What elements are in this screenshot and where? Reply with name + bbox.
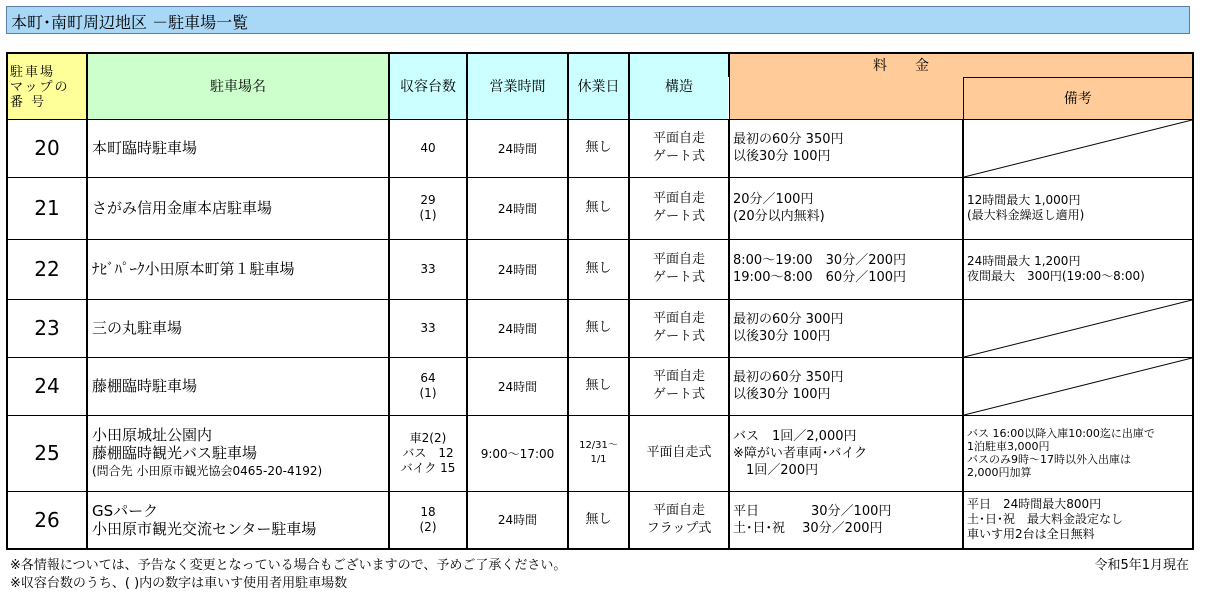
fee-line: 1回／200円 <box>733 462 819 478</box>
structure <box>629 491 729 549</box>
fee-line: 最初の60分 300円 <box>733 312 844 327</box>
parking-name-line: 小田原城址公園内 <box>92 426 213 444</box>
capacity <box>389 239 467 299</box>
remarks-empty <box>963 119 1193 177</box>
closed-days <box>568 177 629 239</box>
structure-line: 平面自走 <box>652 191 705 206</box>
diagonal-line <box>964 300 1192 357</box>
remarks-line: 12時間最大 1,000円 <box>967 193 1081 207</box>
closed-days <box>568 491 629 549</box>
closed-line: 無し <box>585 140 612 155</box>
closed-line: 無し <box>585 261 612 276</box>
map-number: 20 <box>7 119 87 177</box>
capacity <box>389 415 467 491</box>
contact-info: (問合先 小田原市観光協会0465-20-4192) <box>92 464 323 478</box>
closed-days <box>568 357 629 415</box>
fee-line: バス 1回／2,000円 <box>733 428 857 444</box>
closed-line: 無し <box>585 378 612 393</box>
fee-line: 最初の60分 350円 <box>733 370 844 385</box>
parking-name <box>87 119 389 177</box>
capacity-line: (2) <box>419 519 437 534</box>
capacity-line: 車2(2) <box>409 430 447 445</box>
hours: 24時間 <box>467 177 568 239</box>
structure-line: 平面自走 <box>652 252 705 267</box>
structure-line: ゲート式 <box>652 329 705 344</box>
remarks <box>963 239 1193 299</box>
parking-name-line: 三の丸駐車場 <box>92 319 183 337</box>
as-of-date: 令和5年1月現在 <box>1094 558 1189 573</box>
fee-line: 以後30分 100円 <box>733 329 831 344</box>
capacity-line: (1) <box>419 386 437 400</box>
fee <box>729 299 963 357</box>
capacity <box>389 177 467 239</box>
map-number: 25 <box>7 415 87 491</box>
remarks-line: 24時間最大 1,200円 <box>967 254 1081 268</box>
capacity <box>389 299 467 357</box>
structure <box>629 239 729 299</box>
remarks-line: 土･日･祝 最大料金設定なし <box>967 512 1124 527</box>
parking-name <box>87 177 389 239</box>
diagonal-line <box>964 120 1192 177</box>
structure-line: ゲート式 <box>652 270 705 285</box>
parking-name-line: GSパーク <box>92 501 159 520</box>
parking-name <box>87 239 389 299</box>
parking-name-line: 藤棚臨時駐車場 <box>92 377 198 395</box>
closed-line: 無し <box>585 200 612 215</box>
structure-line: 平面自走式 <box>646 445 712 460</box>
capacity-line: 64 <box>420 371 436 385</box>
fee-line: 以後30分 100円 <box>733 387 831 402</box>
fee-line: ※障がい者車両･バイク <box>733 445 868 461</box>
header-fee-spacer <box>729 77 963 119</box>
remarks-empty <box>963 299 1193 357</box>
remarks <box>963 177 1193 239</box>
capacity <box>389 357 467 415</box>
page-title: 本町･南町周辺地区 －駐車場一覧 <box>11 13 249 32</box>
structure-line: 平面自走 <box>652 369 705 384</box>
hours: 24時間 <box>467 491 568 549</box>
remarks-line: 夜間最大 300円(19:00～8:00) <box>967 269 1145 283</box>
remarks-line: (最大料金繰返し適用) <box>967 208 1085 222</box>
table-row <box>7 491 1193 549</box>
capacity-line: 33 <box>420 261 436 276</box>
fee-line: 最初の60分 350円 <box>733 132 844 147</box>
footnote-2: ※収容台数のうち、( )内の数字は車いす使用者用駐車場数 <box>10 576 348 591</box>
capacity-line: 29 <box>420 193 436 207</box>
closed-line: 無し <box>585 511 612 527</box>
remarks-line: 1泊駐車3,000円 <box>967 440 1050 453</box>
remarks-line: バスのみ9時～17時以外入出庫は <box>967 453 1131 466</box>
fee <box>729 491 963 549</box>
parking-name-line: 本町臨時駐車場 <box>92 139 198 157</box>
header-closed: 休業日 <box>568 53 629 119</box>
footnote-1: ※各情報については、予告なく変更となっている場合もございますので、予めご了承ください。 <box>10 558 567 573</box>
parking-name <box>87 357 389 415</box>
parking-name <box>87 299 389 357</box>
map-number: 24 <box>7 357 87 415</box>
closed-days <box>568 299 629 357</box>
structure <box>629 357 729 415</box>
remarks-line: 平日 24時間最大800円 <box>967 497 1102 512</box>
table-row <box>7 239 1193 299</box>
table-row <box>7 299 1193 357</box>
capacity <box>389 119 467 177</box>
capacity <box>389 491 467 549</box>
fee <box>729 415 963 491</box>
parking-name <box>87 415 389 491</box>
closed-line: 12/31～ <box>579 440 618 451</box>
remarks <box>963 491 1193 549</box>
table-row <box>7 415 1193 491</box>
header-map-no: 駐車場 マップの 番 号 <box>7 53 87 119</box>
header-capacity: 収容台数 <box>389 53 467 119</box>
parking-name-line: 藤棚臨時観光バス駐車場 <box>92 444 258 462</box>
fee <box>729 119 963 177</box>
parking-name <box>87 491 389 549</box>
structure <box>629 415 729 491</box>
parking-table <box>6 52 1194 550</box>
hours: 9:00～17:00 <box>467 415 568 491</box>
fee-line: 20分／100円 <box>733 192 814 207</box>
capacity-line: 40 <box>420 140 436 155</box>
parking-name-line: 小田原市観光交流センター駐車場 <box>92 519 317 538</box>
parking-name-line: ﾅﾋﾞﾊﾟｰｸ小田原本町第１駐車場 <box>92 260 295 278</box>
remarks <box>963 415 1193 491</box>
fee-line: 8:00～19:00 30分／200円 <box>733 253 907 268</box>
closed-line: 1/1 <box>590 454 607 465</box>
remarks-empty <box>963 357 1193 415</box>
table-row <box>7 177 1193 239</box>
header-remarks: 備考 <box>963 77 1193 119</box>
header-fee: 料 金 <box>729 53 1193 77</box>
structure-line: 平面自走 <box>652 131 705 146</box>
fee <box>729 239 963 299</box>
structure-line: フラップ式 <box>646 520 712 536</box>
structure <box>629 177 729 239</box>
capacity-line: バス 12 <box>402 445 454 460</box>
remarks-line: バス 16:00以降入庫10:00迄に出庫で <box>967 427 1155 440</box>
closed-line: 無し <box>585 320 612 335</box>
capacity-line: 18 <box>420 504 436 519</box>
structure-line: 平面自走 <box>652 502 705 518</box>
fee-line: 平日 30分／100円 <box>733 503 892 519</box>
capacity-line: バイク 15 <box>400 460 456 475</box>
structure-line: 平面自走 <box>652 311 705 326</box>
title-bar <box>6 6 1190 34</box>
closed-days <box>568 239 629 299</box>
map-number: 22 <box>7 239 87 299</box>
hours: 24時間 <box>467 119 568 177</box>
fee-line: 以後30分 100円 <box>733 149 831 164</box>
structure-line: ゲート式 <box>652 387 705 402</box>
map-number: 26 <box>7 491 87 549</box>
parking-name-line: さがみ信用金庫本店駐車場 <box>92 199 273 217</box>
table-row <box>7 119 1193 177</box>
structure <box>629 119 729 177</box>
fee-line: (20分以内無料) <box>733 209 825 224</box>
structure <box>629 299 729 357</box>
capacity-line: 33 <box>420 320 436 335</box>
capacity-line: (1) <box>419 208 437 222</box>
hours: 24時間 <box>467 357 568 415</box>
closed-days <box>568 415 629 491</box>
closed-days <box>568 119 629 177</box>
header-name: 駐車場名 <box>87 53 389 119</box>
header-hours: 営業時間 <box>467 53 568 119</box>
hours: 24時間 <box>467 239 568 299</box>
fee-line: 土･日･祝 30分／200円 <box>733 520 883 536</box>
fee-line: 19:00～8:00 60分／100円 <box>733 270 907 285</box>
remarks-line: 車いす用2台は全日無料 <box>967 527 1095 542</box>
map-number: 21 <box>7 177 87 239</box>
header-structure: 構造 <box>629 53 729 119</box>
map-number: 23 <box>7 299 87 357</box>
structure-line: ゲート式 <box>652 149 705 164</box>
diagonal-line <box>964 358 1192 415</box>
hours: 24時間 <box>467 299 568 357</box>
fee <box>729 357 963 415</box>
table-row <box>7 357 1193 415</box>
structure-line: ゲート式 <box>652 209 705 224</box>
remarks-line: 2,000円加算 <box>967 466 1032 479</box>
fee <box>729 177 963 239</box>
